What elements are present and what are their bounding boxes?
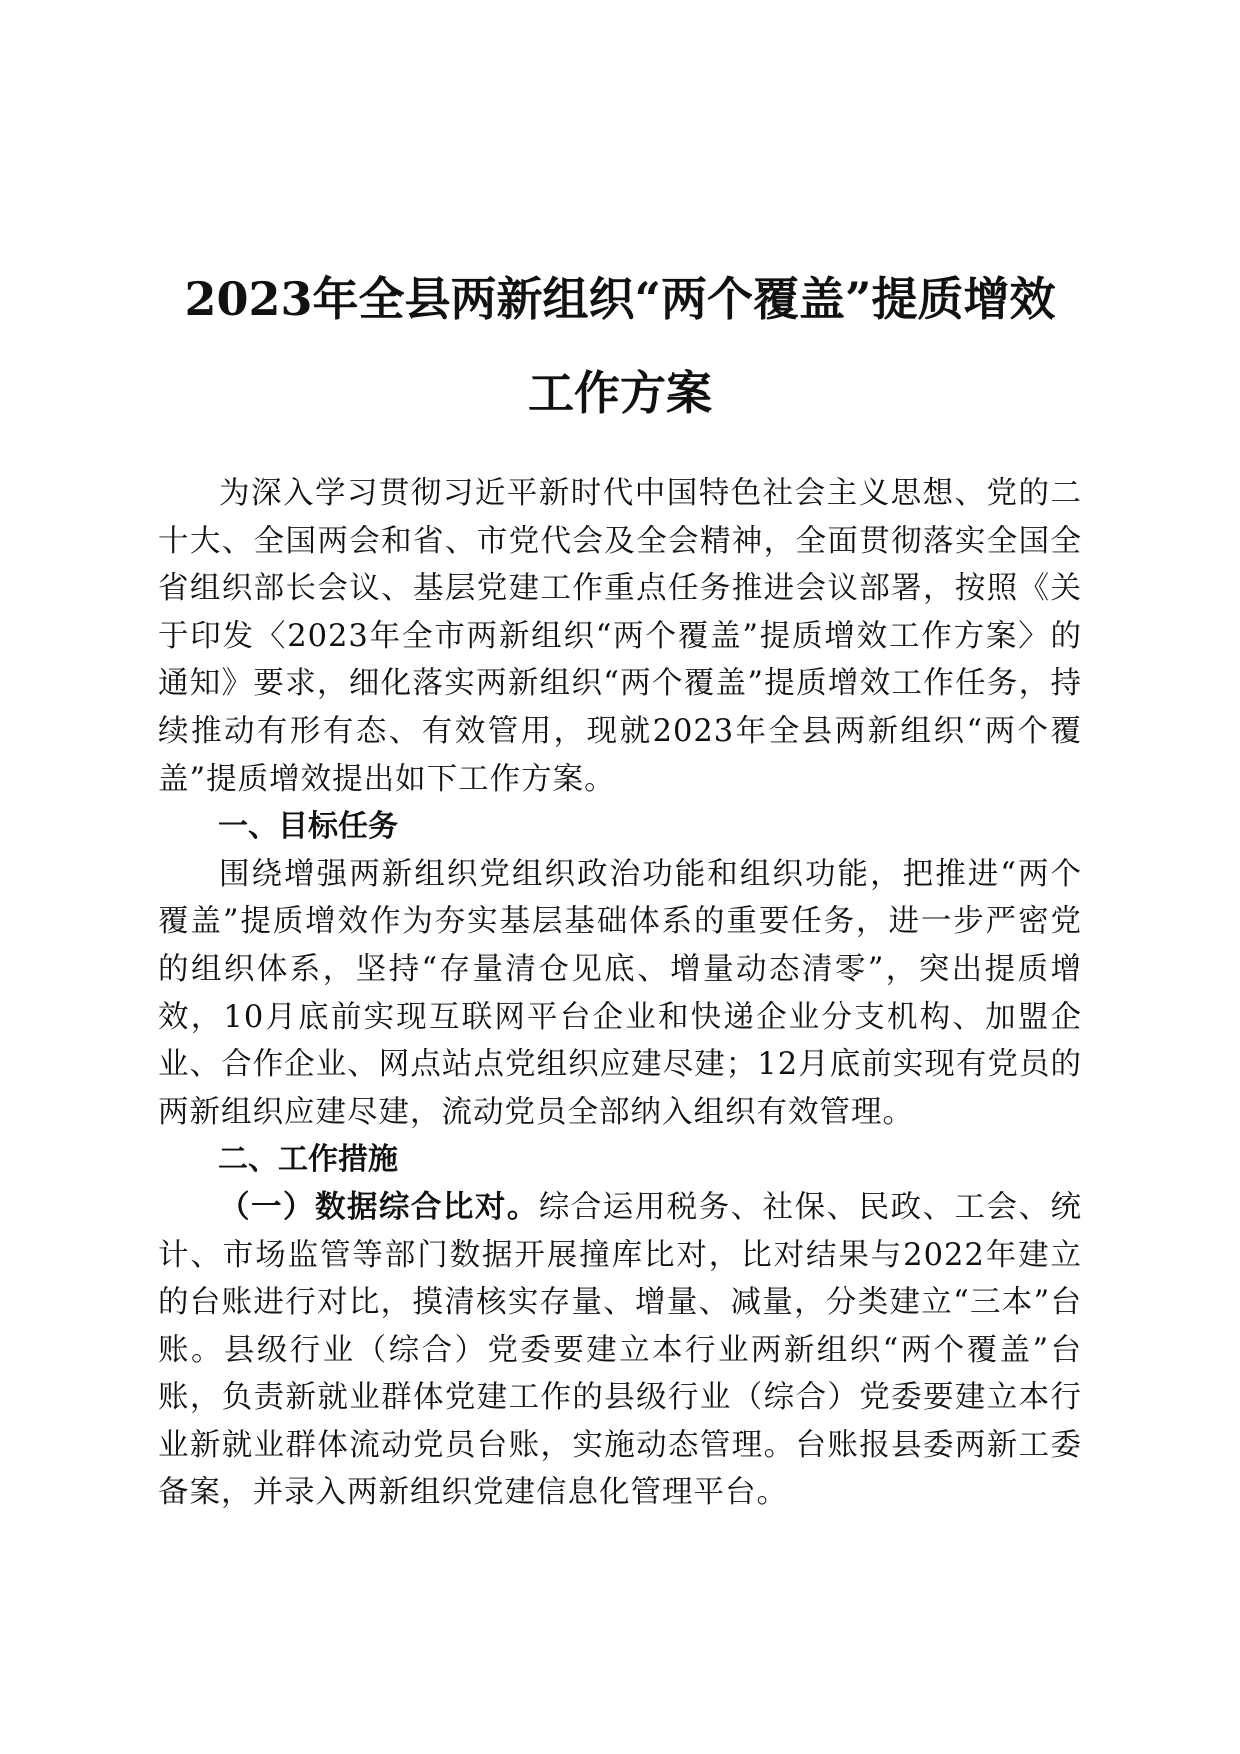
measure-1-lead: （一）数据综合比对。 [219, 1188, 539, 1225]
title-line-2: 工作方案 [528, 366, 712, 420]
measure-1-text: 综合运用税务、社保、民政、工会、统计、市场监管等部门数据开展撞库比对，比对结果与2022年建立的台账进行对比，摸清核实存量、增量、减量，分类建立“三本”台账。县级行业（综合）党委要建立本行业两新组织“两个覆盖”台账，负责新就业群体党建工作的县级行业（综合）党委要建立本行业新就业群体流动党员台账，实施动态管理。台账报县委两新工委备案，并录入两新组织党建信息化管理平台。 [158, 1189, 1083, 1511]
measure-1-paragraph [158, 1184, 1082, 1517]
title-line-1: 2023年全县两新组织“两个覆盖”提质增效 [184, 272, 1056, 326]
section-heading-goals: 一、目标任务 [218, 809, 398, 845]
document-body [158, 470, 1082, 1517]
goals-paragraph: 围绕增强两新组织党组织政治功能和组织功能，把推进“两个覆盖”提质增效作为夯实基层基础体系的重要任务，进一步严密党的组织体系，坚持“存量清仓见底、增量动态清零”，突出提质增效，10月底前实现互联网平台企业和快递企业分支机构、加盟企业、合作企业、网点站点党组织应建尽建；12月底前实现有党员的两新组织应建尽建，流动党员全部纳入组织有效管理。 [158, 856, 1082, 1130]
document-title [120, 252, 1120, 440]
section-heading-measures: 二、工作措施 [218, 1142, 398, 1178]
intro-paragraph: 为深入学习贯彻习近平新时代中国特色社会主义思想、党的二十大、全国两会和省、市党代会及全会精神，全面贯彻落实全国全省组织部长会议、基层党建工作重点任务推进会议部署，按照《关于印发〈2023年全市两新组织“两个覆盖”提质增效工作方案〉的通知》要求，细化落实两新组织“两个覆盖”提质增效工作任务，持续推动有形有态、有效管用，现就2023年全县两新组织“两个覆盖”提质增效提出如下工作方案。 [158, 476, 1082, 797]
